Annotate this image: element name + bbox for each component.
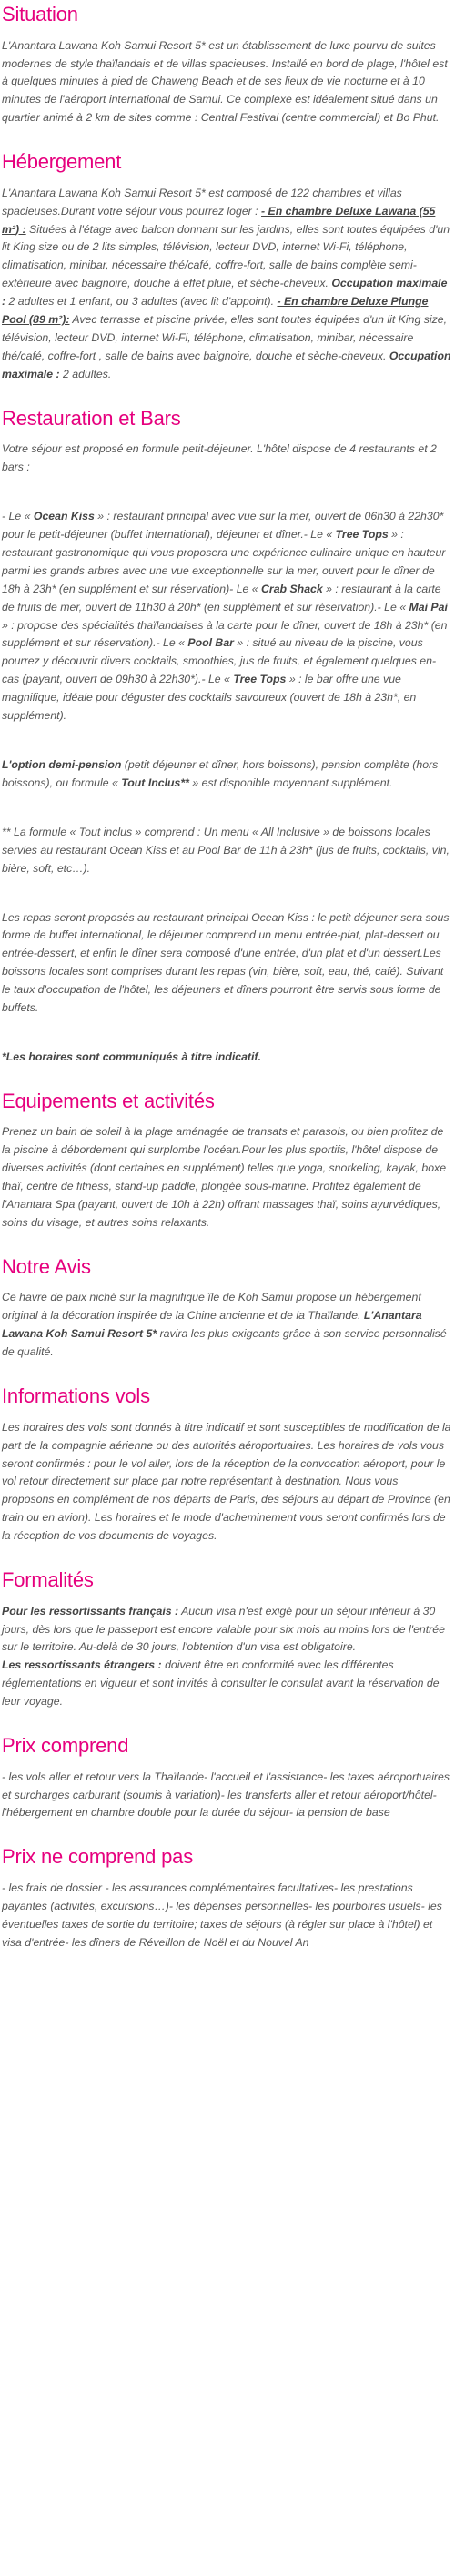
prix-comprend-text: - les vols aller et retour vers la Thaïlande- l'accueil et l'assistance- les taxes aéroportuaires et surcharges carburant (soumis à variation)- les transferts aller et retour aéroport/hôtel- l'hébergement en chambre double pour la durée du séjour- la pension de base: [2, 1770, 450, 1820]
option-tout-inclus: Tout Inclus**: [121, 776, 189, 789]
formalites-francais-label: Pour les ressortissants français :: [2, 1604, 179, 1618]
bar-tree-tops: Tree Tops: [233, 673, 287, 686]
prix-ne-comprend-text: - les frais de dossier - les assurances complémentaires facultatives- les prestations payantes (activités, excursions…)- les dépenses personnelles- les pourboires usuels- les éventuelles taxes de sortie du territoire; taxes de séjours (à régler sur place à l'hôtel) et visa d'entrée- les dîners de Réveillon de Noël et du Nouvel An: [2, 1881, 442, 1949]
section-title-prix-comprend: Prix comprend: [2, 1734, 129, 1758]
vols-text: Les horaires des vols sont donnés à titre indicatif et sont susceptibles de modification de la part de la compagnie aérienne ou des autorités aéroportuaires. Les horaires de vols vous seront confirmés : pour le vol aller, lors de la réception de la convocation aéroport, pour le vol retour directement sur place par notre représentant à destination. Nous vous proposons en complément de nos départs de Paris, des séjours au départ de Province (en train ou en avion). Les horaires et le mode d'acheminement vous seront confirmés lors de la réception de vos documents de voyages.: [2, 1420, 451, 1543]
section-title-vols: Informations vols: [2, 1384, 150, 1408]
formalites-etrangers-text: doivent être en conformité avec les différentes réglementations en vigueur et sont invités à consulter le consulat avant la réservation de leur voyage.: [2, 1658, 440, 1709]
section-title-prix-ne-comprend: Prix ne comprend pas: [2, 1845, 193, 1869]
bar-pool-bar: Pool Bar: [187, 636, 234, 650]
room-plunge-pool-name: - En chambre Deluxe Plunge Pool (89 m²):: [2, 295, 429, 327]
restaurants-text-part: » : le bar offre une vue magnifique, idéale pour déguster des cocktails savoureux (ouvert de 18h à 23h*, en supplément).: [2, 673, 417, 723]
restaurants-text-part: - Le «: [2, 510, 34, 523]
room-deluxe-lawana-text: Situées à l'étage avec balcon donnant sur les jardins, elles sont toutes équipées d'un lit King size ou de 2 lits simples, télévision, lecteur DVD, internet Wi-Fi, téléphone, climatisation, minibar, nécessaire thé/café, coffre-fort, salle de bains complète semi-extérieure avec baignoire, douche à effet pluie, et sèche-cheveux.: [2, 222, 450, 290]
room-plunge-pool-capacity: 2 adultes.: [59, 367, 112, 380]
hebergement-intro: L'Anantara Lawana Koh Samui Resort 5* est composé de 122 chambres et villas spacieuses.Durant votre séjour vous pourrez loger :: [2, 186, 402, 218]
section-vols: [2, 1384, 453, 1546]
section-hebergement: [2, 149, 453, 384]
section-title-formalites: Formalités: [2, 1568, 94, 1592]
avis-text-part: ravira les plus exigeants grâce à son service personnalisé de qualité.: [2, 1327, 447, 1359]
section-formalites: [2, 1567, 453, 1711]
restaurant-tree-tops: Tree Tops: [335, 528, 389, 541]
room-deluxe-lawana-capacity: 2 adultes et 1 enfant, ou 3 adultes (avec lit d'appoint).: [5, 295, 278, 309]
situation-text: L'Anantara Lawana Koh Samui Resort 5* est un établissement de luxe pourvu de suites modernes de style thaïlandais et de villas spacieuses. Installé en bord de plage, l'hôtel est à quelques minutes à pied de Chaweng Beach et de ses lieux de vie nocturne et à 10 minutes de l'aéroport international de Samui. Ce complexe est idéalement situé dans un quartier animé à 2 km de sites comme : Central Festival (centre commercial) et Bo Phut.: [2, 38, 448, 125]
room-deluxe-lawana-capacity-label: Occupation maximale :: [2, 277, 448, 309]
section-avis: [2, 1254, 453, 1362]
section-situation: [2, 2, 453, 127]
option-demi-pension-label: L'option demi-pension: [2, 757, 122, 771]
section-title-hebergement: Hébergement: [2, 150, 122, 174]
room-plunge-pool-text: Avec terrasse et piscine privée, elles sont toutes équipées d'un lit King size, télévision, lecteur DVD, internet Wi-Fi, téléphone, climatisation, minibar, nécessaire thé/café, coffre-fort , salle de bains avec baignoire, douche et sèche-cheveux.: [2, 313, 447, 362]
tout-inclus-note: ** La formule « Tout inclus » comprend : Un menu « All Inclusive » de boissons locales servies au restaurant Ocean Kiss et au Pool Bar de 11h à 23h* (jus de fruits, cocktails, vin, bière, soft, etc…).: [2, 825, 450, 875]
avis-text: [2, 1289, 453, 1362]
restaurant-ocean-kiss: Ocean Kiss: [33, 510, 95, 523]
section-prix-comprend: [2, 1733, 453, 1822]
restauration-intro: Votre séjour est proposé en formule petit-déjeuner. L'hôtel dispose de 4 restaurants et 2 bars :: [2, 442, 437, 474]
restaurants-text-part: » : restaurant à la carte de fruits de mer, ouvert de 11h30 à 20h* (en supplément et sur réservation).- Le «: [2, 582, 441, 614]
section-title-equipements: Equipements et activités: [2, 1089, 215, 1112]
section-equipements: [2, 1089, 453, 1232]
room-plunge-pool-capacity-label: Occupation maximale :: [2, 349, 451, 380]
formalites-etrangers-label: Les ressortissants étrangers :: [2, 1658, 162, 1672]
section-restauration: [2, 406, 453, 1067]
section-title-restauration: Restauration et Bars: [2, 406, 181, 430]
equipements-text: Prenez un bain de soleil à la plage aménagée de transats et parasols, ou bien profitez de la piscine à débordement qui surplombe l'océan.Pour les plus sportifs, l'hôtel dispose de diverses activités (dont certaines en supplément) telles que yoga, snorkeling, kayak, boxe thaï, centre de fitness, stand-up paddle, plongée sous-marine. Profitez également de l'Anantara Spa (payant, ouvert de 10h à 22h) offrant massages thaï, soins ayurvédiques, soins du visage, et autres soins relaxants.: [2, 1125, 447, 1229]
formalites-francais: [2, 1603, 453, 1658]
restaurant-crab-shack: Crab Shack: [261, 582, 323, 595]
restaurants-text-part: » : restaurant principal avec vue sur la mer, ouvert de 06h30 à 22h30* pour le petit-déjeuner (buffet international), déjeuner et dîner.- Le «: [2, 510, 444, 541]
room-deluxe-lawana-name: - En chambre Deluxe Lawana (55 m²) :: [2, 204, 436, 236]
repas-note: Les repas seront proposés au restaurant principal Ocean Kiss : le petit déjeuner sera sous forme de buffet international, le déjeuner comprend un menu entrée-plat, plat-dessert ou entrée-dessert, et enfin le dîner sera composé d'une entrée, d'un plat et d'un dessert.Les boissons locales sont comprises durant les repas (vin, bière, soft, eau, thé, café). Suivant le taux d'occupation de l'hôtel, les déjeuners et dîners pourront être servis sous forme de buffets.: [2, 910, 450, 1015]
formalites-etrangers: [2, 1657, 453, 1711]
option-text-part: » est disponible moyennant supplément.: [188, 776, 393, 789]
restaurants-list: [2, 508, 453, 725]
restaurant-mai-pai: Mai Pai: [409, 600, 448, 614]
avis-text-part: Ce havre de paix niché sur la magnifique île de Koh Samui propose un hébergement original à la décoration inspirée de la Chine ancienne et de la Thaïlande.: [2, 1291, 421, 1323]
hebergement-text: [2, 185, 453, 384]
avis-hotel-name: L'Anantara Lawana Koh Samui Resort 5*: [2, 1309, 422, 1341]
option-text-part: (petit déjeuner et dîner, hors boissons), pension complète (hors boissons), ou formule «: [2, 757, 439, 789]
section-title-situation: Situation: [2, 3, 78, 25]
formalites-francais-text: Aucun visa n'est exigé pour un séjour inférieur à 30 jours, dès lors que le passeport est encore valable pour six mois au moins lors de l'entrée sur le territoire. Au-delà de 30 jours, l'obtention d'un visa est obligatoire.: [2, 1604, 445, 1654]
section-prix-ne-comprend: [2, 1844, 453, 1952]
restaurants-text-part: » : restaurant gastronomique qui vous proposera une expérience culinaire unique en hauteur parmi les grands arbres avec une vue exceptionnelle sur la mer, ouvert pour le dîner de 18h à 23h* (en supplément et sur réservation)- Le «: [2, 528, 446, 595]
restaurants-text-part: » : situé au niveau de la piscine, vous pourrez y découvrir divers cocktails, smoothies, jus de fruits, et également quelques en-cas (payant, ouvert de 09h30 à 22h30*).- Le «: [2, 636, 437, 686]
option-demi-pension: [2, 756, 453, 793]
horaires-note: *Les horaires sont communiqués à titre indicatif.: [2, 1050, 261, 1063]
section-title-avis: Notre Avis: [2, 1254, 91, 1278]
restaurants-text-part: » : propose des spécialités thaïlandaises à la carte pour le dîner, ouvert de 18h à 23h* (en supplément et sur réservation).- Le «: [2, 618, 448, 650]
